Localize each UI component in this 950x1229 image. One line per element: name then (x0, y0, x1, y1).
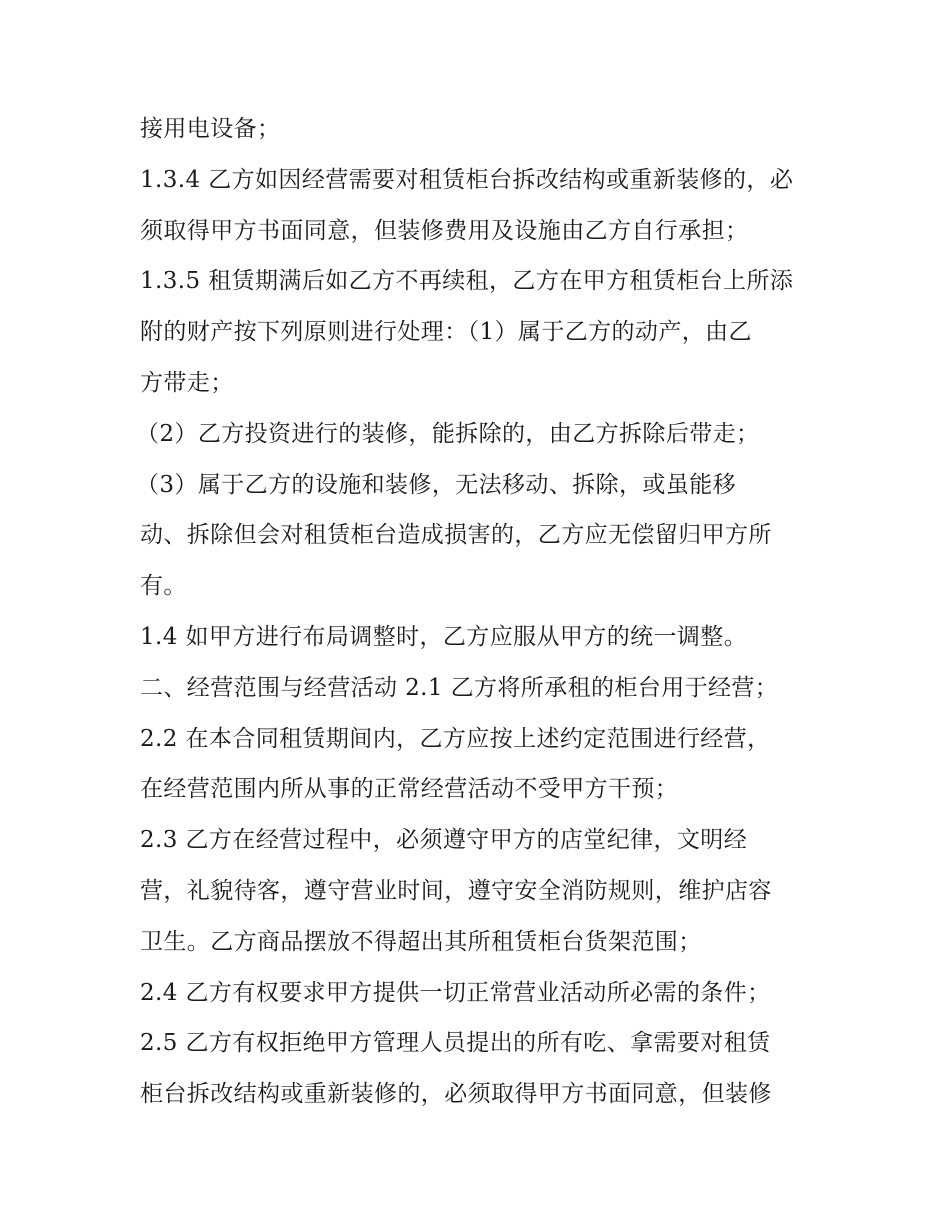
text-line-5: 附的财产按下列原则进行处理：（1）属于乙方的动产，由乙 (140, 319, 752, 346)
text-line-13: 2.2 在本合同租赁期间内，乙方应按上述约定范围进行经营， (140, 725, 771, 752)
text-line-3: 须取得甲方书面同意，但装修费用及设施由乙方自行承担； (140, 217, 749, 244)
text-line-12: 二、经营范围与经营活动 2.1 乙方将所承租的柜台用于经营； (140, 674, 779, 701)
text-line-11: 1.4 如甲方进行布局调整时，乙方应服从甲方的统一调整。 (140, 623, 748, 650)
text-line-6: 方带走； (140, 369, 234, 396)
text-line-17: 卫生。乙方商品摆放不得超出其所租赁柜台货架范围； (140, 928, 702, 955)
text-line-9: 动、拆除但会对租赁柜台造成损害的，乙方应无偿留归甲方所 (140, 522, 772, 549)
text-line-4: 1.3.5 租赁期满后如乙方不再续租，乙方在甲方租赁柜台上所添 (140, 268, 794, 295)
text-line-8: （3）属于乙方的设施和装修，无法移动、拆除，或虽能移 (136, 471, 737, 498)
text-line-16: 营，礼貌待客，遵守营业时间，遵守安全消防规则，维护店容 (140, 877, 772, 904)
text-line-15: 2.3 乙方在经营过程中，必须遵守甲方的店堂纪律，文明经 (140, 827, 748, 854)
text-line-20: 柜台拆改结构或重新装修的，必须取得甲方书面同意，但装修 (140, 1081, 772, 1108)
text-line-1: 接用电设备； (140, 116, 281, 142)
text-line-19: 2.5 乙方有权拒绝甲方管理人员提出的所有吃、拿需要对租赁 (140, 1030, 771, 1057)
text-line-10: 有。 (140, 573, 187, 600)
text-line-2: 1.3.4 乙方如因经营需要对租赁柜台拆改结构或重新装修的，必 (140, 166, 794, 193)
text-line-7: （2）乙方投资进行的装修，能拆除的，由乙方拆除后带走； (136, 420, 760, 447)
text-line-18: 2.4 乙方有权要求甲方提供一切正常营业活动所必需的条件； (140, 979, 771, 1006)
text-line-14: 在经营范围内所从事的正常经营活动不受甲方干预； (140, 776, 679, 803)
document-body (136, 104, 830, 1120)
